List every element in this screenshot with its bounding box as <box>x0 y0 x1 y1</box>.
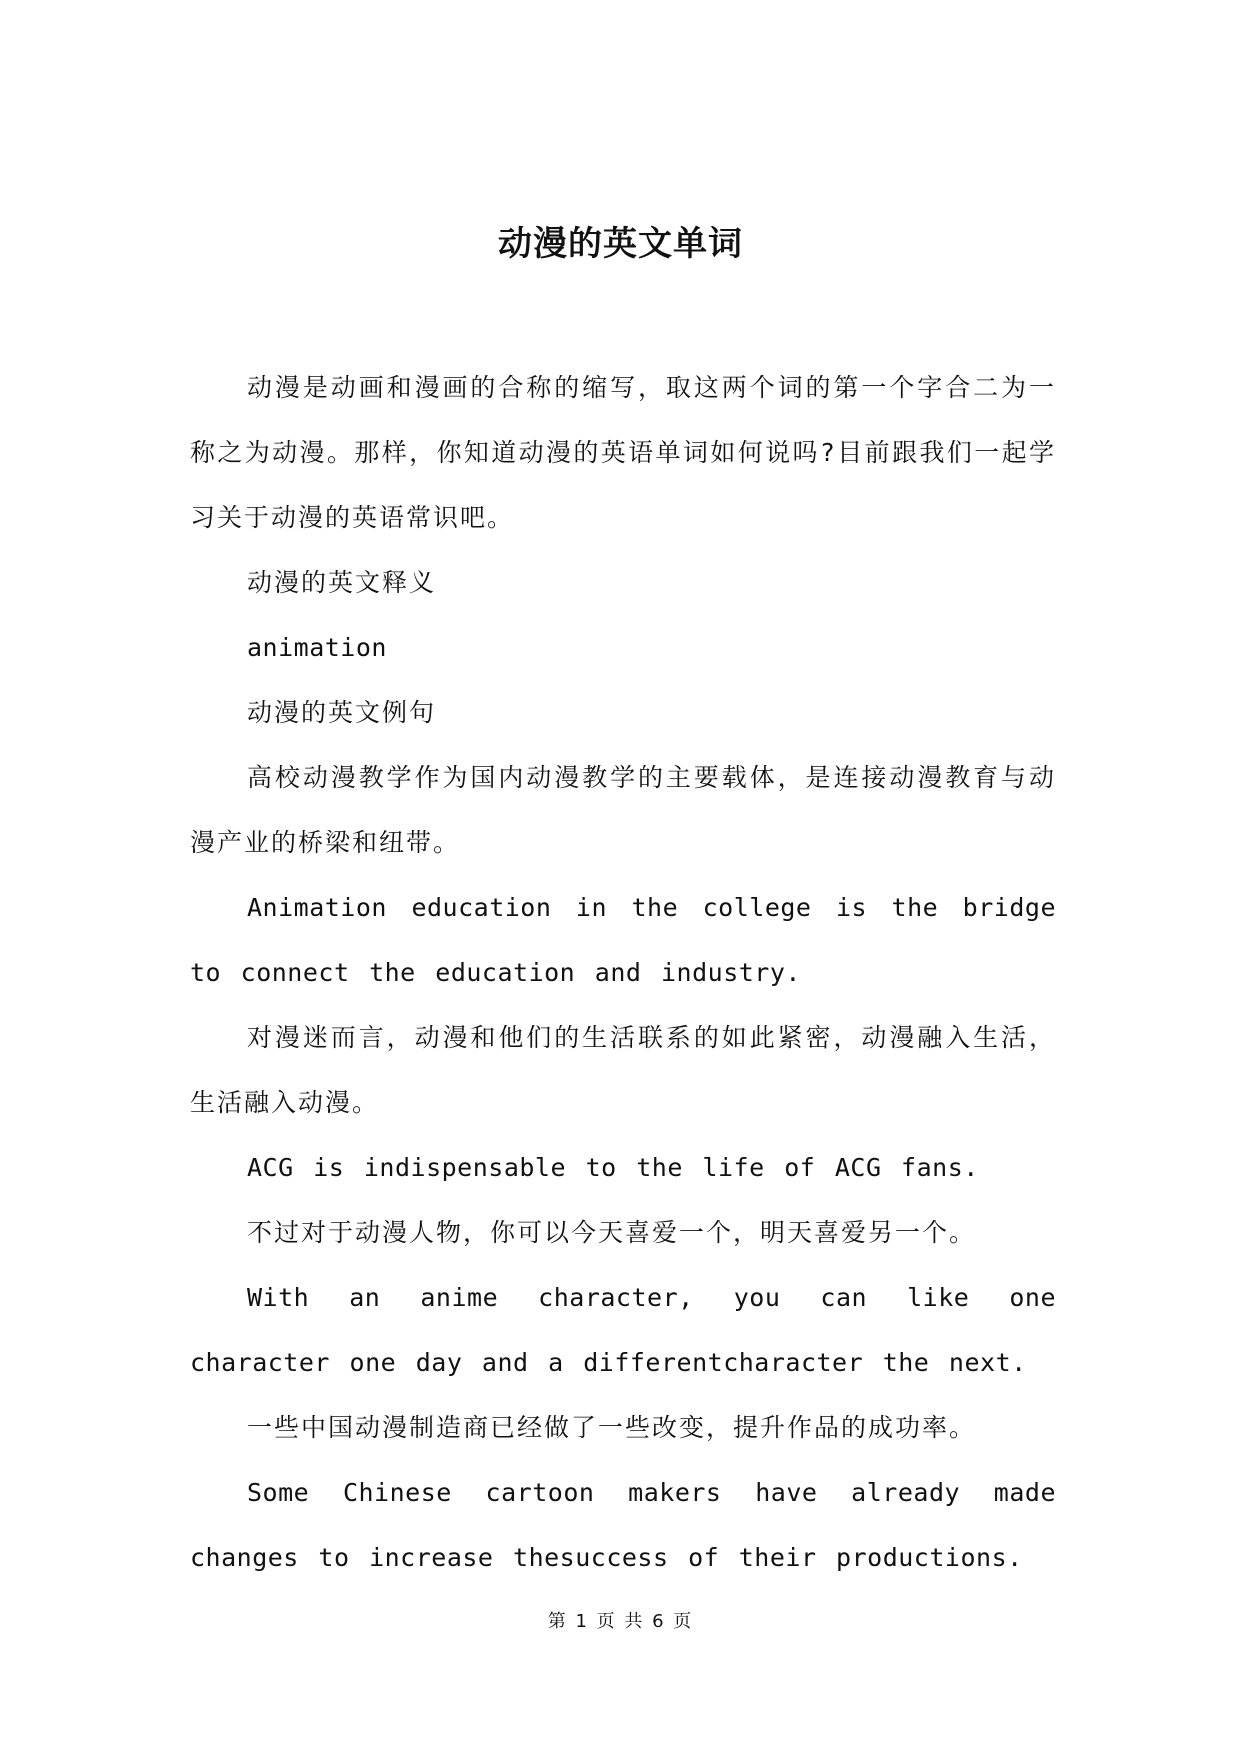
heading-examples: 动漫的英文例句 <box>247 698 437 727</box>
example-4-english: Some Chinese cartoon makers have already made changes to increase thesuccess of their productions. <box>190 1478 1056 1572</box>
definition-word: animation <box>247 633 387 662</box>
example-1-chinese: 高校动漫教学作为国内动漫教学的主要载体，是连接动漫教育与动漫产业的桥梁和纽带。 <box>190 763 1056 857</box>
example-3-english: With an anime character, you can like one character one day and a differentcharacter the next. <box>190 1283 1056 1377</box>
page-footer: 第 1 页 共 6 页 <box>547 1611 694 1632</box>
example-4-chinese: 一些中国动漫制造商已经做了一些改变，提升作品的成功率。 <box>247 1413 977 1442</box>
example-3-chinese: 不过对于动漫人物，你可以今天喜爱一个，明天喜爱另一个。 <box>247 1218 977 1247</box>
example-2-english: ACG is indispensable to the life of ACG fans. <box>247 1153 979 1182</box>
paragraph-intro: 动漫是动画和漫画的合称的缩写，取这两个词的第一个字合二为一称之为动漫。那样，你知道动漫的英语单词如何说吗?目前跟我们一起学习关于动漫的英语常识吧。 <box>190 373 1056 532</box>
document-body <box>190 355 1056 1590</box>
example-1-english: Animation education in the college is the bridge to connect the education and industry. <box>190 893 1056 987</box>
heading-definition: 动漫的英文释义 <box>247 568 437 597</box>
example-2-chinese: 对漫迷而言，动漫和他们的生活联系的如此紧密，动漫融入生活，生活融入动漫。 <box>190 1023 1056 1117</box>
document-title: 动漫的英文单词 <box>498 224 743 264</box>
